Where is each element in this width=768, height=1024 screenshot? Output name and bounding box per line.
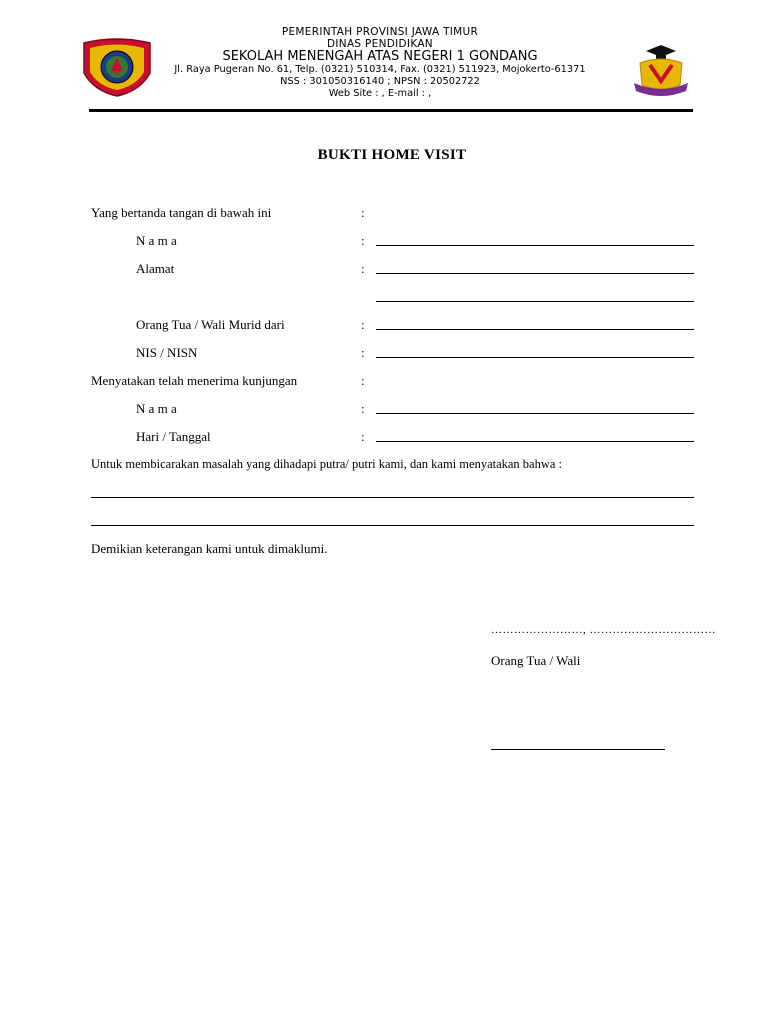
header-address: Jl. Raya Pugeran No. 61, Telp. (0321) 510314, Fax. (0321) 511923, Mojokerto-61371 xyxy=(174,64,586,75)
header-divider xyxy=(89,109,693,112)
nis-colon: : xyxy=(361,345,365,360)
orangtua-label: Orang Tua / Wali Murid dari xyxy=(136,317,285,332)
closing-text: Demikian keterangan kami untuk dimaklumi. xyxy=(91,541,328,556)
header-school-name: SEKOLAH MENENGAH ATAS NEGERI 1 GONDANG xyxy=(222,49,538,64)
visitor-nama-colon: : xyxy=(361,401,365,416)
statement-field-line-1[interactable] xyxy=(91,497,694,498)
orangtua-field-line[interactable] xyxy=(376,329,694,330)
alamat-field-line-1[interactable] xyxy=(376,273,694,274)
alamat-colon: : xyxy=(361,261,365,276)
hari-tanggal-field-line[interactable] xyxy=(376,441,694,442)
nis-label: NIS / NISN xyxy=(136,345,198,360)
hari-tanggal-label: Hari / Tanggal xyxy=(136,429,211,444)
nama-field-line[interactable] xyxy=(376,245,694,246)
nis-field-line[interactable] xyxy=(376,357,694,358)
menyatakan-label: Menyatakan telah menerima kunjungan xyxy=(91,373,298,388)
header-web-email: Web Site : , E-mail : , xyxy=(328,88,432,99)
statement-text: Untuk membicarakan masalah yang dihadapi putra/ putri kami, dan kami menyatakan bahwa : xyxy=(91,457,563,471)
visitor-nama-field-line[interactable] xyxy=(376,413,694,414)
intro-label: Yang bertanda tangan di bawah ini xyxy=(91,205,272,220)
signature-line[interactable] xyxy=(491,749,665,750)
statement-field-line-2[interactable] xyxy=(91,525,694,526)
intro-colon: : xyxy=(361,205,365,220)
school-crest-logo xyxy=(626,41,696,99)
orangtua-colon: : xyxy=(361,317,365,332)
menyatakan-colon: : xyxy=(361,373,365,388)
nama-label: N a m a xyxy=(136,233,177,248)
alamat-field-line-2[interactable] xyxy=(376,301,694,302)
signer-role: Orang Tua / Wali xyxy=(491,653,581,668)
visitor-nama-label: N a m a xyxy=(136,401,177,416)
header-department: DINAS PENDIDIKAN xyxy=(327,38,433,50)
document-title: BUKTI HOME VISIT xyxy=(317,147,467,163)
nama-colon: : xyxy=(361,233,365,248)
header-school-ids: NSS : 301050316140 ; NPSN : 20502722 xyxy=(280,76,480,87)
place-date-line[interactable]: ……………………, …………………………… xyxy=(491,624,716,636)
alamat-label: Alamat xyxy=(136,261,175,276)
header-government: PEMERINTAH PROVINSI JAWA TIMUR xyxy=(281,26,479,38)
hari-tanggal-colon: : xyxy=(361,429,365,444)
